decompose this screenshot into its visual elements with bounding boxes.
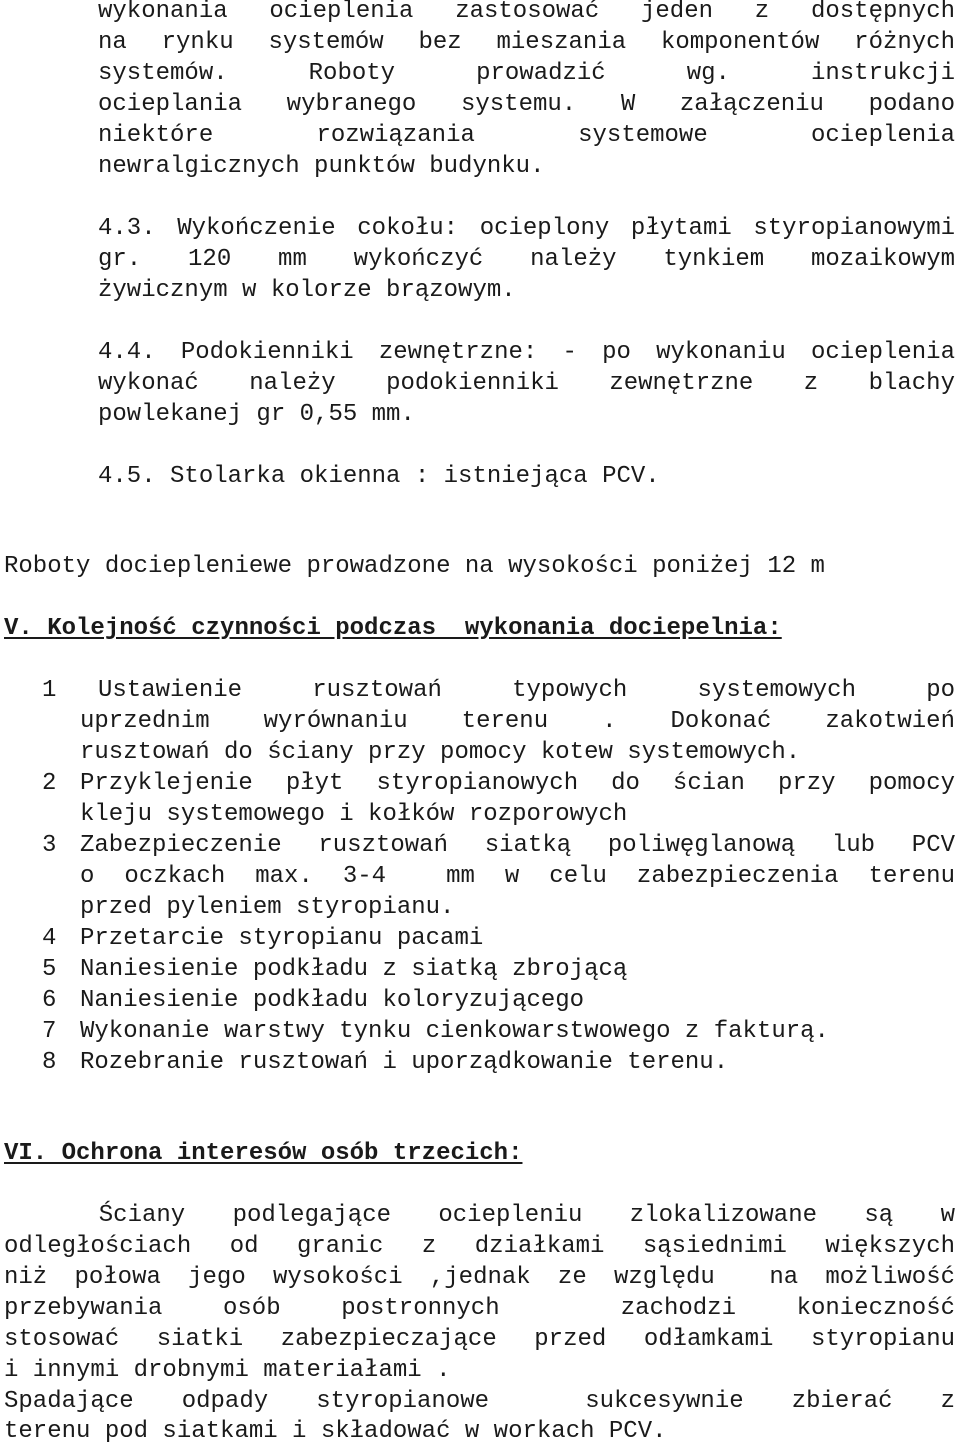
section-title-line: 4.4. Podokienniki zewnętrzne: - po wykonaniu ocieplenia: [98, 339, 955, 366]
list-item-text: Przyklejenie płyt styropianowych do ścian przy pomocy: [80, 770, 955, 797]
text-line: niektóre rozwiązania systemowe ocieplenia: [98, 122, 955, 149]
list-item-number: 5: [42, 956, 57, 983]
text-line: niż połowa jego wysokości ,jednak ze względu na możliwość: [4, 1264, 955, 1291]
list-item-text: Naniesienie podkładu koloryzującego: [80, 987, 585, 1014]
list-item-text: kleju systemowego i kołków rozporowych: [80, 801, 628, 828]
text-line: wykonać należy podokienniki zewnętrzne z blachy: [98, 370, 955, 397]
text-line: stosować siatki zabezpieczające przed odłamkami styropianu: [4, 1326, 955, 1353]
text-line: ocieplania wybranego systemu. W załączeniu podano: [98, 91, 955, 118]
text-line: newralgicznych punktów budynku.: [98, 153, 545, 180]
list-item-number: 8: [42, 1049, 57, 1076]
text-line: powlekanej gr 0,55 mm.: [98, 401, 415, 428]
text-line: systemów. Roboty prowadzić wg. instrukcji: [98, 60, 955, 87]
list-item-text: przed pyleniem styropianu.: [80, 894, 455, 921]
section-title-line: 4.3. Wykończenie cokołu: ocieplony płytami styropianowymi: [98, 215, 955, 242]
list-item-number: 7: [42, 1018, 57, 1045]
list-item-text: Rozebranie rusztowań i uporządkowanie terenu.: [80, 1049, 729, 1076]
list-item-number: 6: [42, 987, 57, 1014]
section-vi-heading: VI. Ochrona interesów osób trzecich:: [4, 1140, 523, 1167]
text-line: gr. 120 mm wykończyć należy tynkiem mozaikowym: [98, 246, 955, 273]
text-line: przebywania osób postronnych zachodzi konieczność: [4, 1295, 955, 1322]
text-line: i innymi drobnymi materiałami .: [4, 1357, 451, 1384]
text-line: terenu pod siatkami i składować w workach PCV.: [4, 1418, 667, 1445]
section-v-heading: V. Kolejność czynności podczas wykonania dociepelnia:: [4, 615, 782, 642]
text-line: na rynku systemów bez mieszania komponentów różnych: [98, 29, 955, 56]
list-item-text: Zabezpieczenie rusztowań siatką poliwęglanową lub PCV: [80, 832, 955, 859]
text-line: wykonania ocieplenia zastosować jeden z dostępnych: [98, 0, 955, 25]
list-item-number: 1: [42, 677, 57, 704]
list-item-number: 4: [42, 925, 57, 952]
text-line: Ściany podlegające ociepleniu zlokalizowane są w: [4, 1202, 955, 1229]
list-item-text: Przetarcie styropianu pacami: [80, 925, 484, 952]
list-item-text: Ustawienie rusztowań typowych systemowych po: [98, 677, 955, 704]
height-note: Roboty docieplenie​we prowadzone na wysokości poniżej 12 m: [4, 553, 825, 580]
list-item-text: Wykonanie warstwy tynku cienkowarstwowego z fakturą.: [80, 1018, 829, 1045]
text-line: odległościach od granic z działkami sąsiednimi większych: [4, 1233, 955, 1260]
list-item-text: Naniesienie podkładu z siatką zbrojącą: [80, 956, 628, 983]
text-line: żywicznym w kolorze brązowym.: [98, 277, 516, 304]
list-item-text: uprzednim wyrównaniu terenu . Dokonać zakotwień: [80, 708, 955, 735]
list-item-number: 3: [42, 832, 57, 859]
list-item-text: rusztowań do ściany przy pomocy kotew systemowych.: [80, 739, 801, 766]
list-item-number: 2: [42, 770, 57, 797]
text-line: Spadające odpady styropianowe sukcesywnie zbierać z: [4, 1388, 955, 1415]
list-item-text: o oczkach max. 3-4 mm w celu zabezpieczenia terenu: [80, 863, 955, 890]
section-4-5: 4.5. Stolarka okienna : istniejąca PCV.: [98, 463, 660, 490]
